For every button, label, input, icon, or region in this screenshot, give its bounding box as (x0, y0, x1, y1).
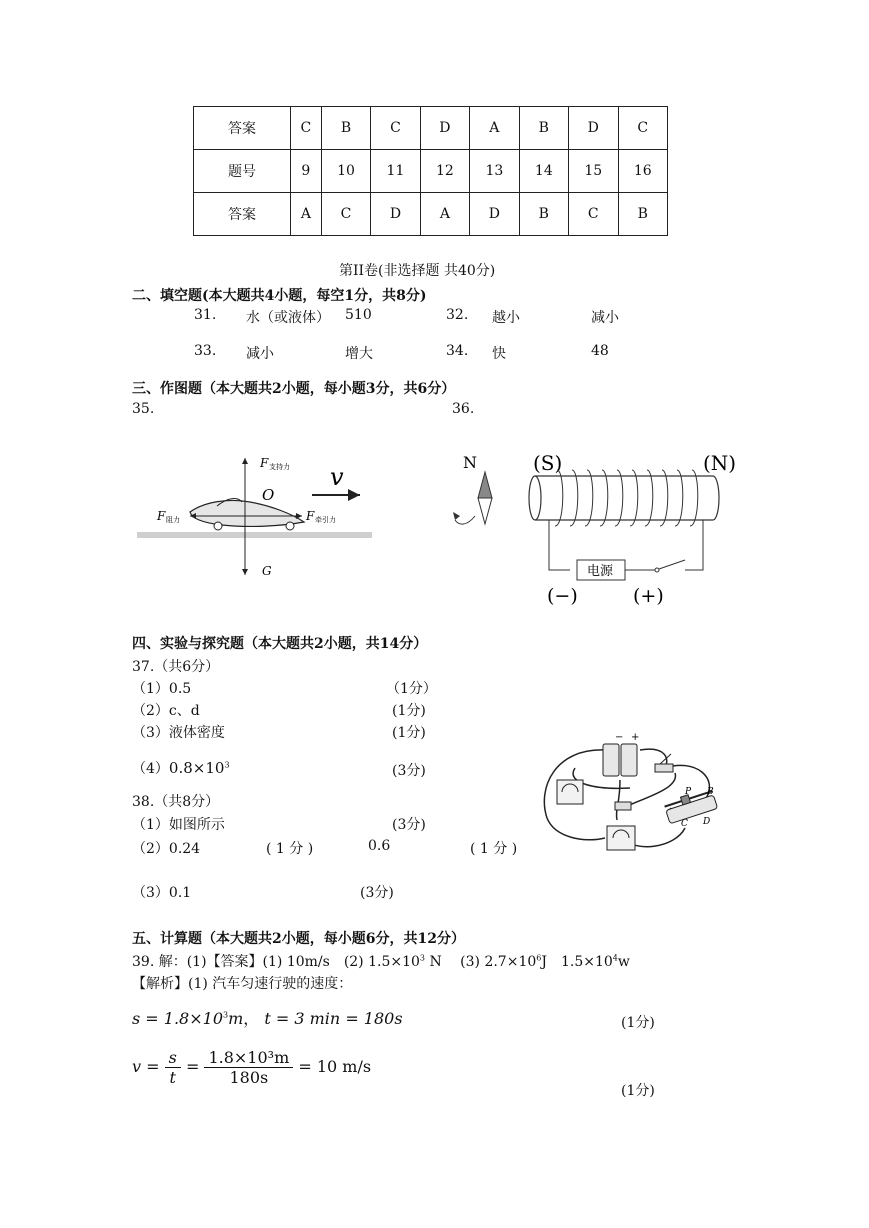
label-f-traction: F (306, 509, 315, 523)
part2-title: 第II卷(非选择题 共40分) (339, 263, 496, 279)
q39-exp1: 3 (419, 953, 426, 963)
sec4-title: 四、实验与探究题（本大题共2小题，共14分） (132, 636, 428, 652)
table-cell: 12 (420, 150, 469, 193)
q39-answer-line (132, 951, 630, 971)
table-cell: B (519, 107, 568, 150)
q39-answer-part1: 39. 解：(1)【答案】(1) 10m/s (2) 1.5×10 (132, 954, 420, 970)
rheostat-b-label: B (707, 787, 714, 797)
q36-num: 36. (452, 401, 475, 417)
sec2-title: 二、填空题(本大题共4小题，每空1分，共8分) (132, 288, 427, 304)
table-cell: 11 (371, 150, 420, 193)
label-g: G (262, 564, 272, 578)
label-f-drag-sub: 阻力 (166, 516, 180, 524)
eq1-t: t = 3 min = 180s (264, 1009, 403, 1028)
sec5-title: 五、计算题（本大题共2小题，每小题6分，共12分） (132, 931, 465, 947)
eq2-frac1 (165, 1048, 181, 1087)
q31-b: 510 (345, 307, 372, 323)
table-cell: D (569, 107, 618, 150)
switch-component (655, 764, 673, 772)
solenoid-diagram (445, 440, 750, 612)
eq2-frac2-num: 1.8×10³m (204, 1048, 293, 1068)
eq2-frac2-den: 180s (229, 1068, 269, 1087)
table-cell: D (371, 193, 420, 236)
eq1: $s = 1.8\times 10^3m$， t = 3 min = 180s (132, 1009, 403, 1028)
eq1-exp: 3 (223, 1010, 229, 1020)
answer-table (193, 106, 668, 236)
q37-3: （3）液体密度 (132, 725, 225, 741)
q38-1: （1）如图所示 (132, 817, 225, 833)
q31-a: 水（或液体） (246, 310, 330, 326)
q38-3: （3）0.1 (132, 885, 192, 901)
switch-component-2 (615, 802, 631, 810)
table-row-label: 题号 (194, 150, 291, 193)
label-f-drag: F (157, 509, 166, 523)
q37-4-value: 0.8×10 (168, 759, 225, 777)
q39-exp2: 6 (536, 953, 542, 963)
eq2-frac1-den: t (169, 1068, 176, 1087)
battery-1 (603, 744, 619, 776)
q38-2-score: ( 1 分 ) (266, 841, 314, 857)
table-cell: C (291, 107, 322, 150)
compass-n-label: N (463, 453, 477, 472)
s-pole-label: (S) (533, 451, 563, 475)
table-cell: C (371, 107, 420, 150)
q38-title: 38.（共8分） (132, 794, 220, 810)
table-row (194, 150, 668, 193)
q38-2b-score: ( 1 分 ) (470, 841, 518, 857)
q37-4 (132, 758, 230, 778)
table-cell: C (321, 193, 370, 236)
eq2-v: v = (132, 1057, 160, 1076)
q39-answer-part2: N (3) 2.7×10 (425, 954, 537, 970)
eq2-frac1-num: s (165, 1048, 181, 1068)
eq2-equals: = (185, 1057, 200, 1076)
plus-terminal-label: (+) (633, 585, 664, 607)
q39-answer-part3: J 1.5×10 (541, 954, 613, 970)
table-cell: 9 (291, 150, 322, 193)
battery-minus-label: − (615, 732, 624, 743)
table-cell: 13 (470, 150, 519, 193)
eq2-frac2 (204, 1048, 293, 1087)
table-row (194, 193, 668, 236)
q38-3-score: (3分) (360, 885, 394, 901)
table-cell: C (618, 107, 668, 150)
label-f-traction-sub: 牵引力 (315, 516, 336, 524)
q39-analysis: 【解析】(1) 汽车匀速行驶的速度： (132, 976, 353, 992)
q33-a: 减小 (246, 346, 274, 362)
q37-4-score: (3分) (392, 763, 426, 779)
minus-terminal-label: (−) (547, 585, 578, 607)
table-cell: 14 (519, 150, 568, 193)
label-f-support-sub: 支持力 (269, 463, 290, 471)
sec3-title: 三、作图题（本大题共2小题，每小题3分，共6分） (132, 381, 456, 397)
table-cell: B (321, 107, 370, 150)
table-cell: A (420, 193, 469, 236)
q32-a: 越小 (492, 310, 520, 326)
table-cell: D (420, 107, 469, 150)
battery-plus-label: + (631, 732, 640, 743)
table-cell: 16 (618, 150, 668, 193)
q38-2: （2）0.24 (132, 841, 201, 857)
q39-exp3: 4 (612, 953, 618, 963)
q37-3-score: (1分) (392, 725, 426, 741)
eq1-score: (1分) (621, 1015, 655, 1031)
q32-b: 减小 (591, 310, 619, 326)
rheostat-p-label: P (685, 787, 692, 797)
eq1-s: s = 1.8×10 (132, 1009, 223, 1028)
force-diagram (132, 440, 382, 590)
power-source-label: 电源 (587, 564, 614, 579)
q37-4-prefix: （4） (132, 761, 169, 777)
circuit-diagram (535, 728, 725, 863)
q34-num: 34. (446, 343, 469, 359)
car-body (190, 500, 304, 526)
table-cell: A (291, 193, 322, 236)
q33-num: 33. (194, 343, 217, 359)
table-cell: B (519, 193, 568, 236)
eq2-score: (1分) (621, 1083, 655, 1099)
q37-1: （1）0.5 (132, 681, 192, 697)
table-row (194, 107, 668, 150)
battery-2 (621, 744, 637, 776)
switch (655, 568, 659, 572)
q34-a: 快 (492, 346, 506, 362)
q37-4-exp: 3 (224, 760, 230, 770)
q37-2: （2）c、d (132, 703, 200, 719)
q37-1-score: （1分） (386, 681, 437, 697)
table-row-label: 答案 (194, 193, 291, 236)
compass-needle-south (478, 498, 492, 524)
eq2 (132, 1048, 371, 1087)
table-cell: B (618, 193, 668, 236)
eq1-m: m (228, 1009, 244, 1028)
table-cell: A (470, 107, 519, 150)
rheostat-d-label: D (703, 817, 711, 827)
q37-2-score: (1分) (392, 703, 426, 719)
q31-num: 31. (194, 307, 217, 323)
label-o: O (262, 486, 275, 504)
q38-2b: 0.6 (368, 838, 391, 854)
label-f-support: F (260, 456, 269, 470)
rheostat-c-label: C (681, 819, 688, 829)
table-cell: D (470, 193, 519, 236)
table-row-label: 答案 (194, 107, 291, 150)
compass-needle-north (478, 472, 492, 498)
q39-answer-part4: w (617, 954, 630, 970)
q38-1-score: (3分) (392, 817, 426, 833)
label-v: v (330, 463, 344, 491)
table-cell: 15 (569, 150, 618, 193)
table-cell: C (569, 193, 618, 236)
q33-b: 增大 (345, 346, 373, 362)
eq2-result: = 10 m/s (298, 1057, 372, 1076)
table-cell: 10 (321, 150, 370, 193)
q35-num: 35. (132, 401, 155, 417)
ground (137, 532, 372, 538)
q37-title: 37.（共6分） (132, 659, 220, 675)
q32-num: 32. (446, 307, 469, 323)
n-pole-label: (N) (703, 451, 737, 475)
q34-b: 48 (591, 343, 609, 359)
